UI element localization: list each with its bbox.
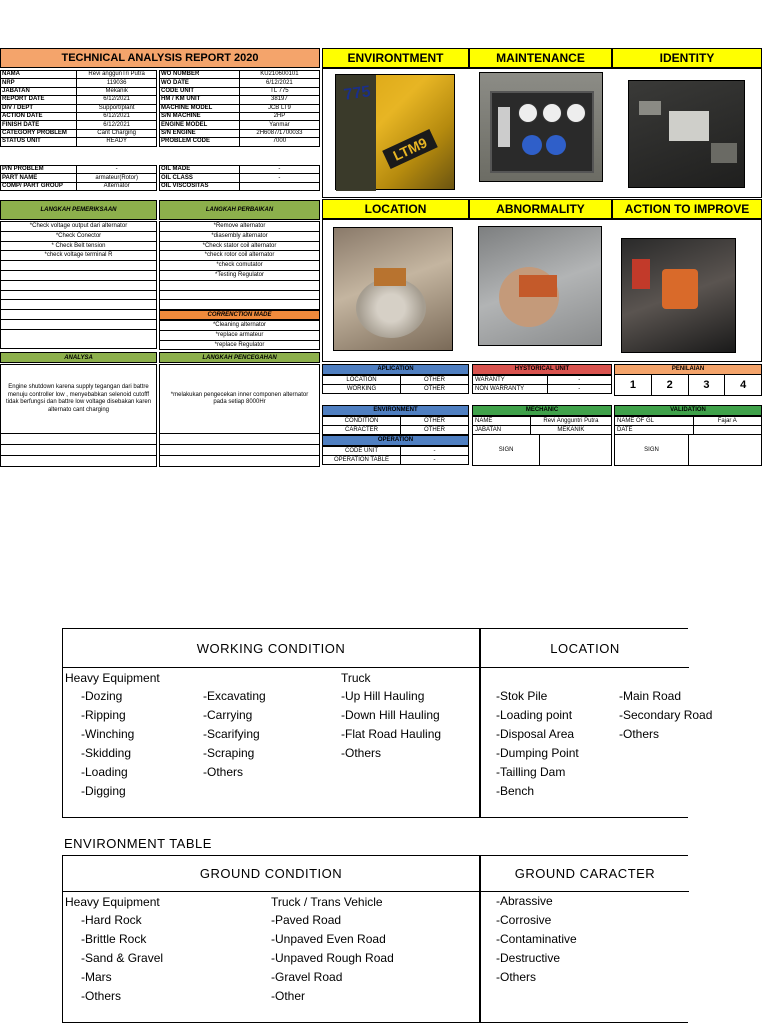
field-row — [160, 174, 320, 182]
hystorical-header: HYSTORICAL UNIT — [472, 364, 612, 375]
ground-caracter-header: GROUND CARACTER — [481, 856, 689, 892]
condition-item: -Disposal Area — [496, 727, 575, 741]
field-row — [160, 166, 320, 174]
pemeriksaan-list — [0, 221, 157, 349]
condition-item: -Excavating — [203, 689, 266, 703]
table-row — [323, 376, 469, 385]
field-value: 119036 — [77, 79, 157, 87]
penilaian-table — [614, 364, 762, 396]
pencegahan-header: LANGKAH PENCEGAHAN — [159, 352, 320, 363]
validation-sign-label: SIGN — [615, 435, 689, 465]
row-value: OTHER — [401, 426, 469, 435]
field-row — [1, 104, 157, 112]
condition-item: -Paved Road — [271, 913, 342, 927]
table-row — [323, 417, 469, 426]
env-truck-col — [271, 911, 394, 1006]
row-label: CONDITION — [323, 417, 401, 426]
field-value: Support/plant — [77, 104, 157, 112]
condition-item: -Brittle Rock — [81, 932, 147, 946]
table-row — [323, 385, 469, 394]
condition-item: -Others — [619, 727, 660, 741]
report-left-fields-2 — [0, 165, 157, 191]
condition-item: -Scraping — [203, 746, 255, 760]
condition-item: -Digging — [81, 784, 126, 798]
field-label: PROBLEM CODE — [160, 138, 240, 146]
mechanic-jabatan-value: MEKANIK — [530, 426, 611, 435]
row-value: OTHER — [401, 376, 469, 385]
field-label: COMP/ PART GROUP — [1, 182, 77, 190]
field-value: armateur(Rotor) — [77, 174, 157, 182]
condition-item: -Others — [81, 989, 122, 1003]
condition-item: -Unpaved Rough Road — [271, 951, 394, 965]
environment-table — [322, 405, 469, 435]
field-row — [1, 138, 157, 146]
field-value: Alternator — [77, 182, 157, 190]
list-item: * Check Belt tension — [1, 242, 156, 252]
validation-name-value: Fajar A — [693, 417, 762, 426]
list-item: *replace armateur — [160, 331, 319, 341]
abnormality-photo-title: ABNORMALITY — [469, 199, 612, 219]
correction-list — [159, 320, 320, 350]
pencegahan-text: *melakukan pengecekan inner componen alternator pada setiap 8000Hr — [159, 364, 320, 434]
list-item: *Testing Regulator — [160, 271, 319, 281]
validation-date-label: DATE — [615, 426, 694, 435]
list-item — [1, 320, 156, 330]
field-value: 2HP — [239, 112, 319, 120]
row-label: LOCATION — [323, 376, 401, 385]
report-right-fields — [159, 70, 320, 147]
table-row — [473, 385, 612, 394]
field-value: Mekanik — [77, 87, 157, 95]
condition-item: -Abrassive — [496, 894, 553, 908]
field-label: JABATAN — [1, 87, 77, 95]
list-item — [1, 261, 156, 271]
condition-item: -Dozing — [81, 689, 123, 703]
analysa-header: ANALYSA — [0, 352, 157, 363]
table-row — [323, 447, 469, 456]
condition-item: -Other — [271, 989, 306, 1003]
field-row — [1, 166, 157, 174]
ground-condition-header: GROUND CONDITION — [63, 856, 479, 892]
field-value: 2H6087/1700033 — [239, 129, 319, 137]
field-label: MACHINE MODEL — [160, 104, 240, 112]
validation-name-label: NAME OF GL — [615, 417, 694, 426]
field-label: REPORT DATE — [1, 96, 77, 104]
row-label: CARACTER — [323, 426, 401, 435]
condition-item: -Tailling Dam — [496, 765, 566, 779]
field-label: P/N PROBLEM — [1, 166, 77, 174]
list-item: *Remove alternator — [160, 222, 319, 232]
row-label: WORKING — [323, 385, 401, 394]
mechanic-name-label: NAME — [473, 417, 531, 426]
row-value: - — [547, 376, 612, 385]
mechanic-sign-label: SIGN — [473, 435, 540, 465]
score-option[interactable]: 1 — [615, 375, 652, 395]
truck-title: Truck — [341, 671, 371, 685]
field-label: PART NAME — [1, 174, 77, 182]
field-row — [160, 182, 320, 190]
condition-item: -Mars — [81, 970, 112, 984]
field-row — [160, 104, 320, 112]
row-label: WARANTY — [473, 376, 548, 385]
field-label: S/N MACHINE — [160, 112, 240, 120]
operation-header: OPERATION — [322, 435, 469, 446]
list-item: *replace Regulator — [160, 341, 319, 351]
row-value: - — [547, 385, 612, 394]
field-label: ACTION DATE — [1, 112, 77, 120]
condition-item: -Contaminative — [496, 932, 577, 946]
row-value: OTHER — [401, 417, 469, 426]
field-row — [1, 182, 157, 190]
score-option[interactable]: 2 — [652, 375, 689, 395]
field-value: 6/12/2021 — [77, 112, 157, 120]
list-item — [1, 271, 156, 281]
report-title: TECHNICAL ANALYSIS REPORT 2020 — [0, 48, 320, 68]
row-value: - — [401, 456, 469, 465]
location-col-2 — [619, 687, 713, 744]
condition-item: -Others — [203, 765, 244, 779]
field-value: - — [239, 166, 319, 174]
aplication-table — [322, 364, 469, 394]
list-item: *check voltage terminal R — [1, 251, 156, 261]
list-item — [1, 310, 156, 320]
field-value: 7000 — [239, 138, 319, 146]
field-value: 6/12/2021 — [77, 96, 157, 104]
field-label: HM / KM UNIT — [160, 96, 240, 104]
row-value: - — [401, 447, 469, 456]
condition-item: -Bench — [496, 784, 535, 798]
list-item — [160, 281, 319, 291]
field-row — [1, 121, 157, 129]
condition-item: -Main Road — [619, 689, 682, 703]
validation-sign-field[interactable] — [689, 435, 761, 465]
field-value: Revi anggunTri Putra — [77, 71, 157, 79]
analysa-extra-rows — [0, 434, 157, 467]
condition-item: -Corrosive — [496, 913, 552, 927]
list-item — [160, 291, 319, 301]
heavy-col-1 — [81, 687, 134, 801]
analysa-text: Engine shutdown karena supply tegangan dari battre menuju controller low , menyebabkan selenoid cutofff tidak berfungsi dan battre low voltage disebakan karen alternato cant charging — [0, 364, 157, 434]
field-value — [239, 182, 319, 190]
condition-item: -Carrying — [203, 708, 253, 722]
condition-item: -Stok Pile — [496, 689, 548, 703]
location-photo-title: LOCATION — [322, 199, 469, 219]
field-row — [1, 129, 157, 137]
env-caracter-col — [496, 892, 577, 987]
field-label: ENGINE MODEL — [160, 121, 240, 129]
condition-item: -Others — [341, 746, 382, 760]
penilaian-header: PENILAIAN — [614, 364, 762, 375]
field-row — [160, 87, 320, 95]
row-label: CODE UNIT — [323, 447, 401, 456]
working-condition-header: WORKING CONDITION — [63, 629, 479, 668]
environment-condition-table — [62, 855, 688, 1023]
condition-item: -Secondary Road — [619, 708, 713, 722]
environment-header: ENVIRONMENT — [322, 405, 469, 416]
identity-photo — [628, 80, 745, 188]
maintenance-photo-title: MAINTENANCE — [469, 48, 612, 68]
field-label: OIL MADE — [160, 166, 240, 174]
field-label: CODE UNIT — [160, 87, 240, 95]
field-row — [160, 96, 320, 104]
row-value: OTHER — [401, 385, 469, 394]
field-value: - — [77, 166, 157, 174]
list-item — [160, 300, 319, 310]
condition-item: -Flat Road Hauling — [341, 727, 442, 741]
field-row — [1, 174, 157, 182]
field-label: WO NUMBER — [160, 71, 240, 79]
field-label: S/N ENGINE — [160, 129, 240, 137]
field-row — [160, 129, 320, 137]
identity-photo-title: IDENTITY — [612, 48, 762, 68]
field-value: TL 775 — [239, 87, 319, 95]
maintenance-photo — [479, 72, 603, 182]
field-row — [160, 138, 320, 146]
condition-item: -Destructive — [496, 951, 561, 965]
list-item: *check comutator — [160, 261, 319, 271]
field-row — [1, 112, 157, 120]
mechanic-header: MECHANIC — [472, 405, 612, 416]
condition-item: -Gravel Road — [271, 970, 343, 984]
perbaikan-list — [159, 221, 320, 310]
list-item: *Check Conector — [1, 232, 156, 242]
condition-item: -Unpaved Even Road — [271, 932, 386, 946]
pencegahan-extra-rows — [159, 434, 320, 467]
mechanic-name-value: Revi Angguntri Putra — [530, 417, 611, 426]
condition-item: -Dumping Point — [496, 746, 579, 760]
validation-header: VALIDATION — [614, 405, 762, 416]
score-option[interactable]: 3 — [689, 375, 726, 395]
condition-item: -Sand & Gravel — [81, 951, 164, 965]
heavy-col-2 — [203, 687, 266, 782]
condition-item: -Loading — [81, 765, 128, 779]
field-value: Yanmar — [239, 121, 319, 129]
truck-col — [341, 687, 441, 763]
row-label: OPERATION TABLE — [323, 456, 401, 465]
condition-item: -Loading point — [496, 708, 573, 722]
perbaikan-header: LANGKAH PERBAIKAN — [159, 200, 320, 220]
env-heavy-title: Heavy Equipment — [65, 895, 160, 909]
field-row — [1, 96, 157, 104]
condition-item: -Up Hill Hauling — [341, 689, 425, 703]
field-label: FINISH DATE — [1, 121, 77, 129]
field-label: DIV / DEPT — [1, 104, 77, 112]
field-value: - — [239, 174, 319, 182]
machine-label: LTM9 — [382, 129, 438, 169]
aplication-header: APLICATION — [322, 364, 469, 375]
condition-item: -Ripping — [81, 708, 126, 722]
condition-item: -Scarifying — [203, 727, 260, 741]
condition-item: -Winching — [81, 727, 135, 741]
abnormality-photo — [478, 226, 602, 346]
row-label: NON WARRANTY — [473, 385, 548, 394]
field-value: READY — [77, 138, 157, 146]
working-condition-table — [62, 628, 713, 818]
list-item — [1, 291, 156, 301]
field-value: KU210600101 — [239, 71, 319, 79]
report-right-fields-2 — [159, 165, 320, 191]
correction-header: CORRENCTION MADE — [159, 310, 320, 320]
field-value: Cant Charging — [77, 129, 157, 137]
action-photo — [621, 238, 736, 353]
machine-number: 775 — [342, 83, 372, 104]
field-label: STATUS UNIT — [1, 138, 77, 146]
field-value: 6/12/2021 — [239, 79, 319, 87]
field-row — [160, 112, 320, 120]
list-item: *Check voltage output dari alternator — [1, 222, 156, 232]
field-value: 38197 — [239, 96, 319, 104]
condition-item: -Down Hill Hauling — [341, 708, 440, 722]
table-row — [323, 456, 469, 465]
score-option[interactable]: 4 — [740, 379, 747, 391]
report-left-fields — [0, 70, 157, 147]
mechanic-table — [472, 405, 612, 466]
hystorical-table — [472, 364, 612, 394]
env-truck-title: Truck / Trans Vehicle — [271, 895, 383, 909]
environment-photo — [335, 74, 455, 190]
field-row — [160, 71, 320, 79]
validation-table — [614, 405, 762, 466]
heavy-equipment-title: Heavy Equipment — [65, 671, 160, 685]
mechanic-jabatan-label: JABATAN — [473, 426, 531, 435]
field-row — [1, 71, 157, 79]
field-label: NAMA — [1, 71, 77, 79]
condition-item: -Hard Rock — [81, 913, 142, 927]
condition-item: -Skidding — [81, 746, 132, 760]
field-row — [1, 79, 157, 87]
field-label: OIL VISCOSITAS — [160, 182, 240, 190]
list-item: *diasembly alternator — [160, 232, 319, 242]
field-row — [1, 87, 157, 95]
list-item: *Check stator coil alternator — [160, 242, 319, 252]
environment-photo-title: ENVIRONTMENT — [322, 48, 469, 68]
list-item — [1, 281, 156, 291]
validation-date-value[interactable] — [693, 426, 762, 435]
field-label: WO DATE — [160, 79, 240, 87]
location-photo — [333, 227, 453, 351]
env-heavy-col — [81, 911, 163, 1006]
field-label: CATEGORY PROBLEM — [1, 129, 77, 137]
location-col-1 — [496, 687, 579, 801]
list-item: *check rotor coil alternator — [160, 251, 319, 261]
operation-table — [322, 435, 469, 465]
list-item — [1, 300, 156, 310]
location-header: LOCATION — [481, 629, 689, 668]
condition-item: -Others — [496, 970, 537, 984]
mechanic-sign-field[interactable] — [540, 435, 611, 465]
table-row — [473, 376, 612, 385]
field-row — [160, 121, 320, 129]
field-label: OIL CLASS — [160, 174, 240, 182]
environment-table-caption: ENVIRONMENT TABLE — [64, 836, 212, 851]
field-value: 6/12/2021 — [77, 121, 157, 129]
field-row — [160, 79, 320, 87]
pemeriksaan-header: LANGKAH PEMERIKSAAN — [0, 200, 157, 220]
action-photo-title: ACTION TO IMPROVE — [612, 199, 762, 219]
table-row — [323, 426, 469, 435]
field-label: NRP — [1, 79, 77, 87]
list-item: *Cleaning alternator — [160, 321, 319, 331]
field-value: JCB LT9 — [239, 104, 319, 112]
